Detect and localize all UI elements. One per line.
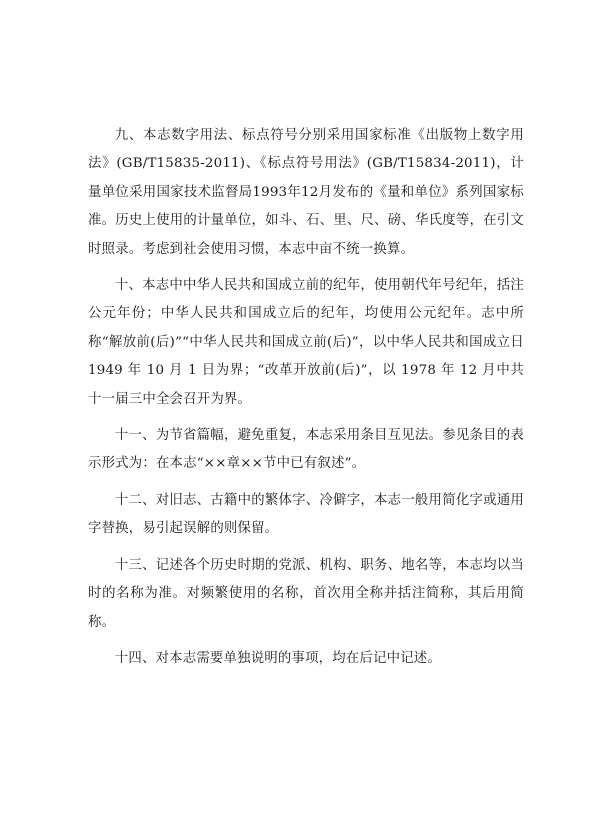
editorial-notes-body xyxy=(88,122,524,681)
paragraph-13-historical-names: 十三、记述各个历史时期的党派、机构、职务、地名等，本志均以当时的名称为准。对频繁使用的名称，首次用全称并括注简称，其后用简称。 xyxy=(88,557,524,630)
paragraph-11-cross-reference: 十一、为节省篇幅，避免重复，本志采用条目互见法。参见条目的表示形式为：在本志“××章××节中已有叙述”。 xyxy=(88,428,524,472)
paragraph-12-simplified-characters: 十二、对旧志、古籍中的繁体字、冷僻字，本志一般用简化字或通用字替换，易引起误解的则保留。 xyxy=(88,492,524,537)
paragraph-10-calendar-era: 十、本志中中华人民共和国成立前的纪年，使用朝代年号纪年，括注公元年份；中华人民共和国成立后的纪年，均使用公元纪年。志中所称“解放前(后)”“中华人民共和国成立前(后)”，以中华人民共和国成立日 1949 年 10 月 1 日为界；“改革开放前(后)”，以 1978 年 12 月中共十一届三中全会召开为界。 xyxy=(88,278,524,407)
paragraph-14-postscript: 十四、对本志需要单独说明的事项，均在后记中记述。 xyxy=(114,650,441,666)
paragraph-9-numbers-and-units: 九、本志数字用法、标点符号分别采用国家标准《出版物上数字用法》(GB/T15835-2011)、《标点符号用法》(GB/T15834-2011)，计量单位采用国家技术监督局1993年12月发布的《量和单位》系列国家标准。历史上使用的计量单位，如斗、石、里、尺、磅、华氏度等，在引文时照录。考虑到社会使用习惯，本志中亩不统一换算。 xyxy=(88,128,524,257)
